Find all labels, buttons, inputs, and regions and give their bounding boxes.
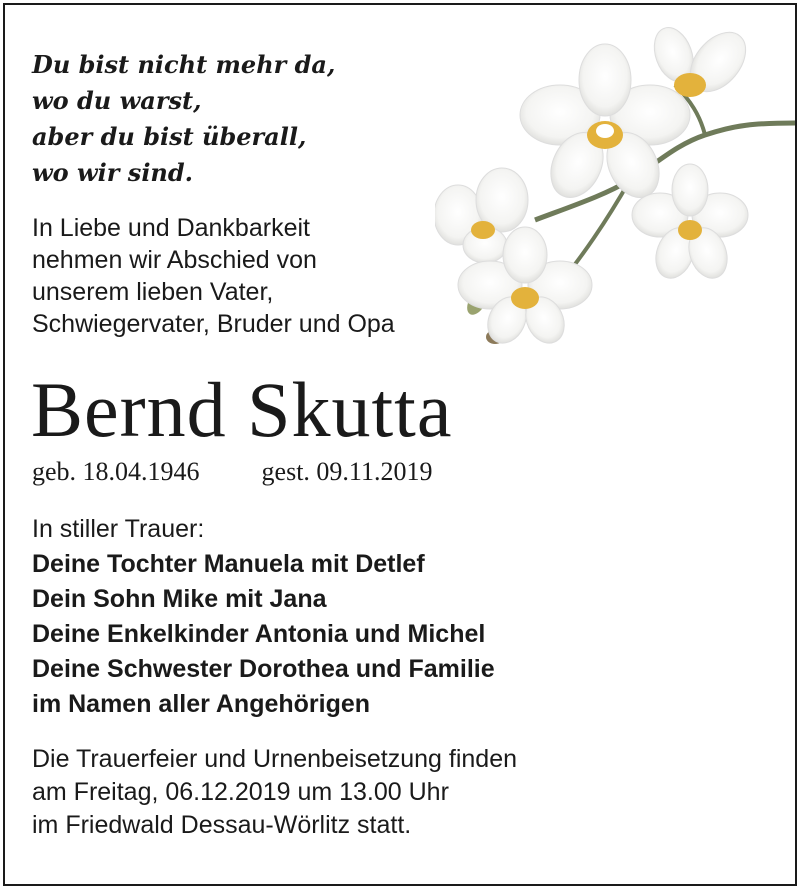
intro-line: nehmen wir Abschied von xyxy=(32,246,317,274)
intro-text xyxy=(32,212,395,340)
birth-date: geb. 18.04.1946 xyxy=(32,457,200,486)
intro-line: unserem lieben Vater, xyxy=(32,278,274,306)
memorial-quote xyxy=(32,47,335,191)
mourner-line: Deine Tochter Manuela mit Detlef xyxy=(32,550,425,578)
mourners-list xyxy=(32,512,495,722)
deceased-name: Bernd Skutta xyxy=(31,366,453,453)
mourner-line: Deine Enkelkinder Antonia und Michel xyxy=(32,620,486,648)
quote-line: aber du bist überall, xyxy=(32,122,307,151)
service-line: im Friedwald Dessau-Wörlitz statt. xyxy=(32,811,412,839)
mourner-line: Dein Sohn Mike mit Jana xyxy=(32,585,327,613)
service-line: Die Trauerfeier und Urnenbeisetzung finden xyxy=(32,745,518,773)
intro-line: In Liebe und Dankbarkeit xyxy=(32,214,310,242)
life-dates xyxy=(32,456,432,488)
quote-line: wo wir sind. xyxy=(32,158,194,187)
intro-line: Schwiegervater, Bruder und Opa xyxy=(32,310,395,338)
quote-line: wo du warst, xyxy=(32,86,202,115)
mourner-line: Deine Schwester Dorothea und Familie xyxy=(32,655,495,683)
mourners-label: In stiller Trauer: xyxy=(32,515,205,543)
service-info xyxy=(32,743,517,842)
service-line: am Freitag, 06.12.2019 um 13.00 Uhr xyxy=(32,778,449,806)
mourner-line: im Namen aller Angehörigen xyxy=(32,690,371,718)
quote-line: Du bist nicht mehr da, xyxy=(32,50,336,79)
obituary-card xyxy=(3,3,797,886)
death-date: gest. 09.11.2019 xyxy=(261,457,433,486)
orchid-flower-icon xyxy=(435,15,795,355)
